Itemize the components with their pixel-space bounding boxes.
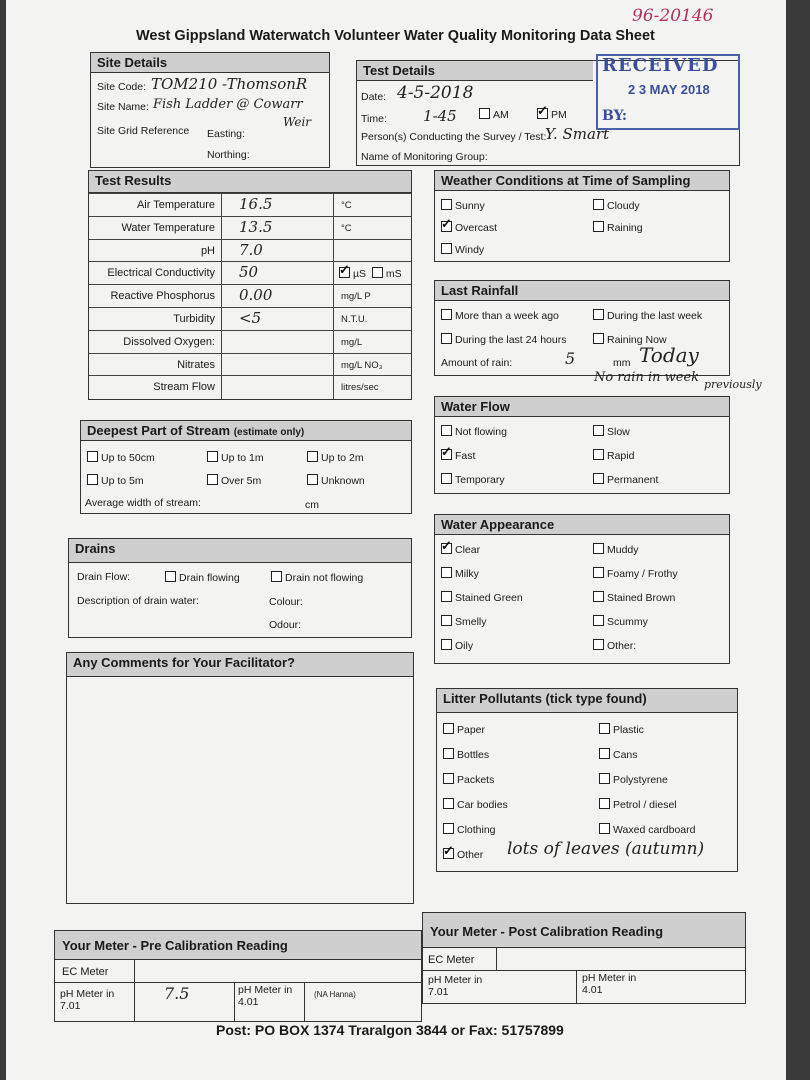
option-milky[interactable]: Milky <box>441 567 479 580</box>
deepest-header: Deepest Part of Stream (estimate only) <box>81 421 411 441</box>
test-result-label: Nitrates <box>177 358 215 371</box>
group-label: Name of Monitoring Group: <box>361 151 488 163</box>
option-sunny[interactable]: Sunny <box>441 199 485 212</box>
checkbox-car-bodies[interactable] <box>443 798 454 809</box>
pre-ph4-note: (NA Hanna) <box>314 990 356 999</box>
option-clothing[interactable]: Clothing <box>443 823 496 836</box>
test-result-label: Dissolved Oxygen: <box>123 335 215 348</box>
am-option[interactable]: AM <box>479 108 509 121</box>
am-checkbox[interactable] <box>479 108 490 119</box>
test-result-row <box>89 193 411 216</box>
post-ec-label: EC Meter <box>428 954 475 966</box>
amount-label: Amount of rain: <box>441 357 513 369</box>
option-waxed-cardboard[interactable]: Waxed cardboard <box>599 823 696 836</box>
persons-label: Person(s) Conducting the Survey / Test: <box>361 131 547 143</box>
checkbox-milky[interactable] <box>441 567 452 578</box>
checkbox-petrol-diesel[interactable] <box>599 798 610 809</box>
northing-label: Northing: <box>207 149 250 161</box>
test-result-value: 16.5 <box>239 195 273 213</box>
test-result-unit: litres/sec <box>341 382 379 394</box>
option-overcast[interactable]: ✓Overcast <box>441 221 497 234</box>
amount-value: 5 <box>565 349 576 368</box>
last24-checkbox[interactable] <box>441 333 452 344</box>
option-permanent[interactable]: Permanent <box>593 473 658 486</box>
rainfall-header: Last Rainfall <box>435 281 729 301</box>
pre-ph7-label: pH Meter in 7.01 <box>60 988 115 1012</box>
width-label: Average width of stream: <box>85 497 201 509</box>
site-details-section <box>90 52 330 168</box>
test-result-unit: mg/L <box>341 336 363 348</box>
depth-option-up-to-5m[interactable]: Up to 5m <box>87 474 144 487</box>
option-clear[interactable]: ✓Clear <box>441 543 480 556</box>
checkbox-other[interactable] <box>443 848 454 859</box>
drain-odour-label: Odour: <box>269 619 302 631</box>
option-oily[interactable]: Oily <box>441 639 473 652</box>
depth-checkbox[interactable] <box>307 451 318 462</box>
pm-option[interactable]: ✓ PM <box>537 108 567 121</box>
test-result-row <box>89 284 411 307</box>
pre-ec-label: EC Meter <box>62 966 109 978</box>
rainfall-section: Last Rainfall More than a week ago During the last week During the last 24 hours Raining Now Amount of rain: 5 mm Today <box>434 280 730 376</box>
test-result-label: Air Temperature <box>136 199 215 211</box>
site-details-header: Site Details <box>91 53 329 73</box>
received-stamp <box>596 54 740 130</box>
checkbox-slow[interactable] <box>593 425 604 436</box>
litter-other-note: lots of leaves (autumn) <box>507 839 705 859</box>
ec-unit-options[interactable]: ✓µS mS <box>339 267 402 280</box>
test-result-unit: °C <box>341 200 352 211</box>
checkbox-windy[interactable] <box>441 243 452 254</box>
checkbox-raining[interactable] <box>593 221 604 232</box>
sheet-title: West Gippsland Waterwatch Volunteer Water Quality Monitoring Data Sheet <box>136 28 655 44</box>
checkbox-permanent[interactable] <box>593 473 604 484</box>
checkbox-clear[interactable] <box>441 543 452 554</box>
test-result-row <box>89 375 411 398</box>
option-smelly[interactable]: Smelly <box>441 615 487 628</box>
depth-checkbox[interactable] <box>87 451 98 462</box>
test-details-header: Test Details <box>357 61 593 81</box>
depth-option-up-to-1m[interactable]: Up to 1m <box>207 451 264 464</box>
option-stained-green[interactable]: Stained Green <box>441 591 523 604</box>
checkbox-stained-brown[interactable] <box>593 591 604 602</box>
checkbox-scummy[interactable] <box>593 615 604 626</box>
checkbox-cans[interactable] <box>599 748 610 759</box>
rainfall-note-today: Today <box>639 343 699 367</box>
checkbox-plastic[interactable] <box>599 723 610 734</box>
option-cloudy[interactable]: Cloudy <box>593 199 640 212</box>
option-rapid[interactable]: Rapid <box>593 449 634 462</box>
water-appearance-header: Water Appearance <box>435 515 729 535</box>
water-appearance-section <box>434 514 730 664</box>
test-result-value: 50 <box>239 263 259 282</box>
water-flow-section <box>434 396 730 494</box>
site-code-value: TOM210 -ThomsonR <box>151 75 308 93</box>
checkbox-sunny[interactable] <box>441 199 452 210</box>
drain-colour-label: Colour: <box>269 596 303 608</box>
test-result-label: pH <box>200 244 215 257</box>
option-stained-brown[interactable]: Stained Brown <box>593 591 675 604</box>
drain-desc-label: Description of drain water: <box>77 595 199 607</box>
meter-post-section <box>422 912 746 1004</box>
option-other[interactable]: ✓Other <box>443 848 483 861</box>
persons-value: Y. Smart <box>545 125 610 143</box>
site-name-value-2: Weir <box>283 115 312 129</box>
checkbox-temporary[interactable] <box>441 473 452 484</box>
option-fast[interactable]: ✓Fast <box>441 449 475 462</box>
depth-option-up-to-50cm[interactable]: Up to 50cm <box>87 451 155 464</box>
comments-header: Any Comments for Your Facilitator? <box>67 653 413 677</box>
checkbox-fast[interactable] <box>441 449 452 460</box>
drains-section: Drains Drain Flow: Drain flowing Drain not flowing Description of drain water: Colour: Odour: <box>68 538 412 638</box>
stamp-date: 2 3 MAY 2018 <box>628 82 710 97</box>
drain-not-flowing-checkbox[interactable] <box>271 571 282 582</box>
pm-checkbox[interactable] <box>537 108 548 119</box>
option-car-bodies[interactable]: Car bodies <box>443 798 508 811</box>
raining-now-checkbox[interactable] <box>593 333 604 344</box>
stamp-by: BY: <box>602 108 628 124</box>
test-result-unit: mg/L NO₃ <box>341 359 383 371</box>
water-flow-header: Water Flow <box>435 397 729 417</box>
drain-flow-label: Drain Flow: <box>77 571 131 583</box>
litter-header: Litter Pollutants (tick type found) <box>437 689 737 713</box>
checkbox-oily[interactable] <box>441 639 452 650</box>
checkbox-paper[interactable] <box>443 723 454 734</box>
option-cans[interactable]: Cans <box>599 748 638 761</box>
test-result-row <box>89 307 411 330</box>
checkbox-overcast[interactable] <box>441 221 452 232</box>
option-polystyrene[interactable]: Polystyrene <box>599 773 668 786</box>
drain-flowing-checkbox[interactable] <box>165 571 176 582</box>
site-name-value: Fish Ladder @ Cowarr <box>153 97 303 112</box>
date-value: 4-5-2018 <box>397 83 474 103</box>
test-result-row <box>89 216 411 239</box>
test-result-unit: °C <box>341 222 352 234</box>
checkbox-clothing[interactable] <box>443 823 454 834</box>
option-temporary[interactable]: Temporary <box>441 473 505 486</box>
site-code-label: Site Code: <box>97 81 147 93</box>
meter-pre-header: Your Meter - Pre Calibration Reading <box>62 938 288 953</box>
easting-label: Easting: <box>207 128 245 140</box>
depth-option-unknown[interactable]: Unknown <box>307 474 365 487</box>
test-results-header: Test Results <box>89 171 411 193</box>
checkbox-waxed-cardboard[interactable] <box>599 823 610 834</box>
depth-option-up-to-2m[interactable]: Up to 2m <box>307 451 364 464</box>
depth-checkbox[interactable] <box>207 474 218 485</box>
site-name-label: Site Name: <box>97 101 149 113</box>
option-packets[interactable]: Packets <box>443 773 494 786</box>
option-paper[interactable]: Paper <box>443 723 485 736</box>
option-plastic[interactable]: Plastic <box>599 723 644 736</box>
drains-header: Drains <box>69 539 411 563</box>
depth-option-over-5m[interactable]: Over 5m <box>207 474 261 487</box>
test-result-label: Electrical Conductivity <box>107 267 215 280</box>
checkbox-packets[interactable] <box>443 773 454 784</box>
option-scummy[interactable]: Scummy <box>593 615 648 628</box>
depth-checkbox[interactable] <box>87 474 98 485</box>
checkbox-foamy-frothy[interactable] <box>593 567 604 578</box>
test-result-value: 0.00 <box>239 286 273 305</box>
test-result-row <box>89 353 411 376</box>
deepest-section <box>80 420 412 514</box>
test-result-label: Turbidity <box>173 313 215 325</box>
option-muddy[interactable]: Muddy <box>593 543 639 556</box>
reference-note: 96-20146 <box>632 6 714 26</box>
test-result-value: 7.0 <box>239 240 263 259</box>
data-sheet <box>6 0 786 1080</box>
test-result-label: Stream Flow <box>153 381 215 394</box>
stamp-word: RECEIVED <box>602 55 719 76</box>
pre-ph4-label: pH Meter in 4.01 <box>238 984 293 1008</box>
test-result-unit: N.T.U. <box>341 314 368 325</box>
weather-section <box>434 170 730 262</box>
weather-header: Weather Conditions at Time of Sampling <box>435 171 729 191</box>
test-result-label: Reactive Phosphorus <box>110 290 215 303</box>
pre-ph7-value: 7.5 <box>164 984 190 1003</box>
ms-checkbox[interactable] <box>372 267 383 278</box>
post-ph4-label: pH Meter in 4.01 <box>582 972 637 996</box>
comments-section <box>66 652 414 904</box>
more-week-checkbox[interactable] <box>441 309 452 320</box>
footer-address: Post: PO BOX 1374 Traralgon 3844 or Fax: 51757899 <box>216 1022 564 1038</box>
rainfall-note-norain: No rain in week <box>594 370 700 385</box>
meter-pre-section <box>54 922 422 1022</box>
during-week-checkbox[interactable] <box>593 309 604 320</box>
checkbox-cloudy[interactable] <box>593 199 604 210</box>
option-other[interactable]: Other: <box>593 639 636 652</box>
test-result-row <box>89 330 411 353</box>
checkbox-not-flowing[interactable] <box>441 425 452 436</box>
option-petrol-diesel[interactable]: Petrol / diesel <box>599 798 677 811</box>
date-label: Date: <box>361 91 387 103</box>
test-result-label: Water Temperature <box>121 221 215 234</box>
test-results-section <box>88 170 412 400</box>
rainfall-note-previously: previously <box>704 378 762 391</box>
amount-unit: mm <box>613 357 631 369</box>
option-slow[interactable]: Slow <box>593 425 630 438</box>
time-label: Time: <box>361 113 387 125</box>
test-result-row <box>89 239 411 262</box>
checkbox-stained-green[interactable] <box>441 591 452 602</box>
depth-checkbox[interactable] <box>307 474 318 485</box>
post-ph7-label: pH Meter in 7.01 <box>428 974 483 998</box>
meter-post-header: Your Meter - Post Calibration Reading <box>430 924 664 939</box>
depth-checkbox[interactable] <box>207 451 218 462</box>
checkbox-bottles[interactable] <box>443 748 454 759</box>
test-result-value: 13.5 <box>239 217 273 236</box>
test-result-value: <5 <box>239 309 262 327</box>
checkbox-rapid[interactable] <box>593 449 604 460</box>
option-foamy-frothy[interactable]: Foamy / Frothy <box>593 567 678 580</box>
width-unit: cm <box>305 499 319 511</box>
checkbox-smelly[interactable] <box>441 615 452 626</box>
option-not-flowing[interactable]: Not flowing <box>441 425 507 438</box>
checkbox-muddy[interactable] <box>593 543 604 554</box>
option-bottles[interactable]: Bottles <box>443 748 489 761</box>
us-checkbox[interactable] <box>339 267 350 278</box>
option-raining[interactable]: Raining <box>593 221 643 234</box>
grid-ref-label: Site Grid Reference <box>97 125 190 137</box>
checkbox-other[interactable] <box>593 639 604 650</box>
option-windy[interactable]: Windy <box>441 243 484 256</box>
litter-section <box>436 688 738 872</box>
time-value: 1-45 <box>423 107 457 125</box>
checkbox-polystyrene[interactable] <box>599 773 610 784</box>
test-result-unit: mg/L P <box>341 291 371 303</box>
